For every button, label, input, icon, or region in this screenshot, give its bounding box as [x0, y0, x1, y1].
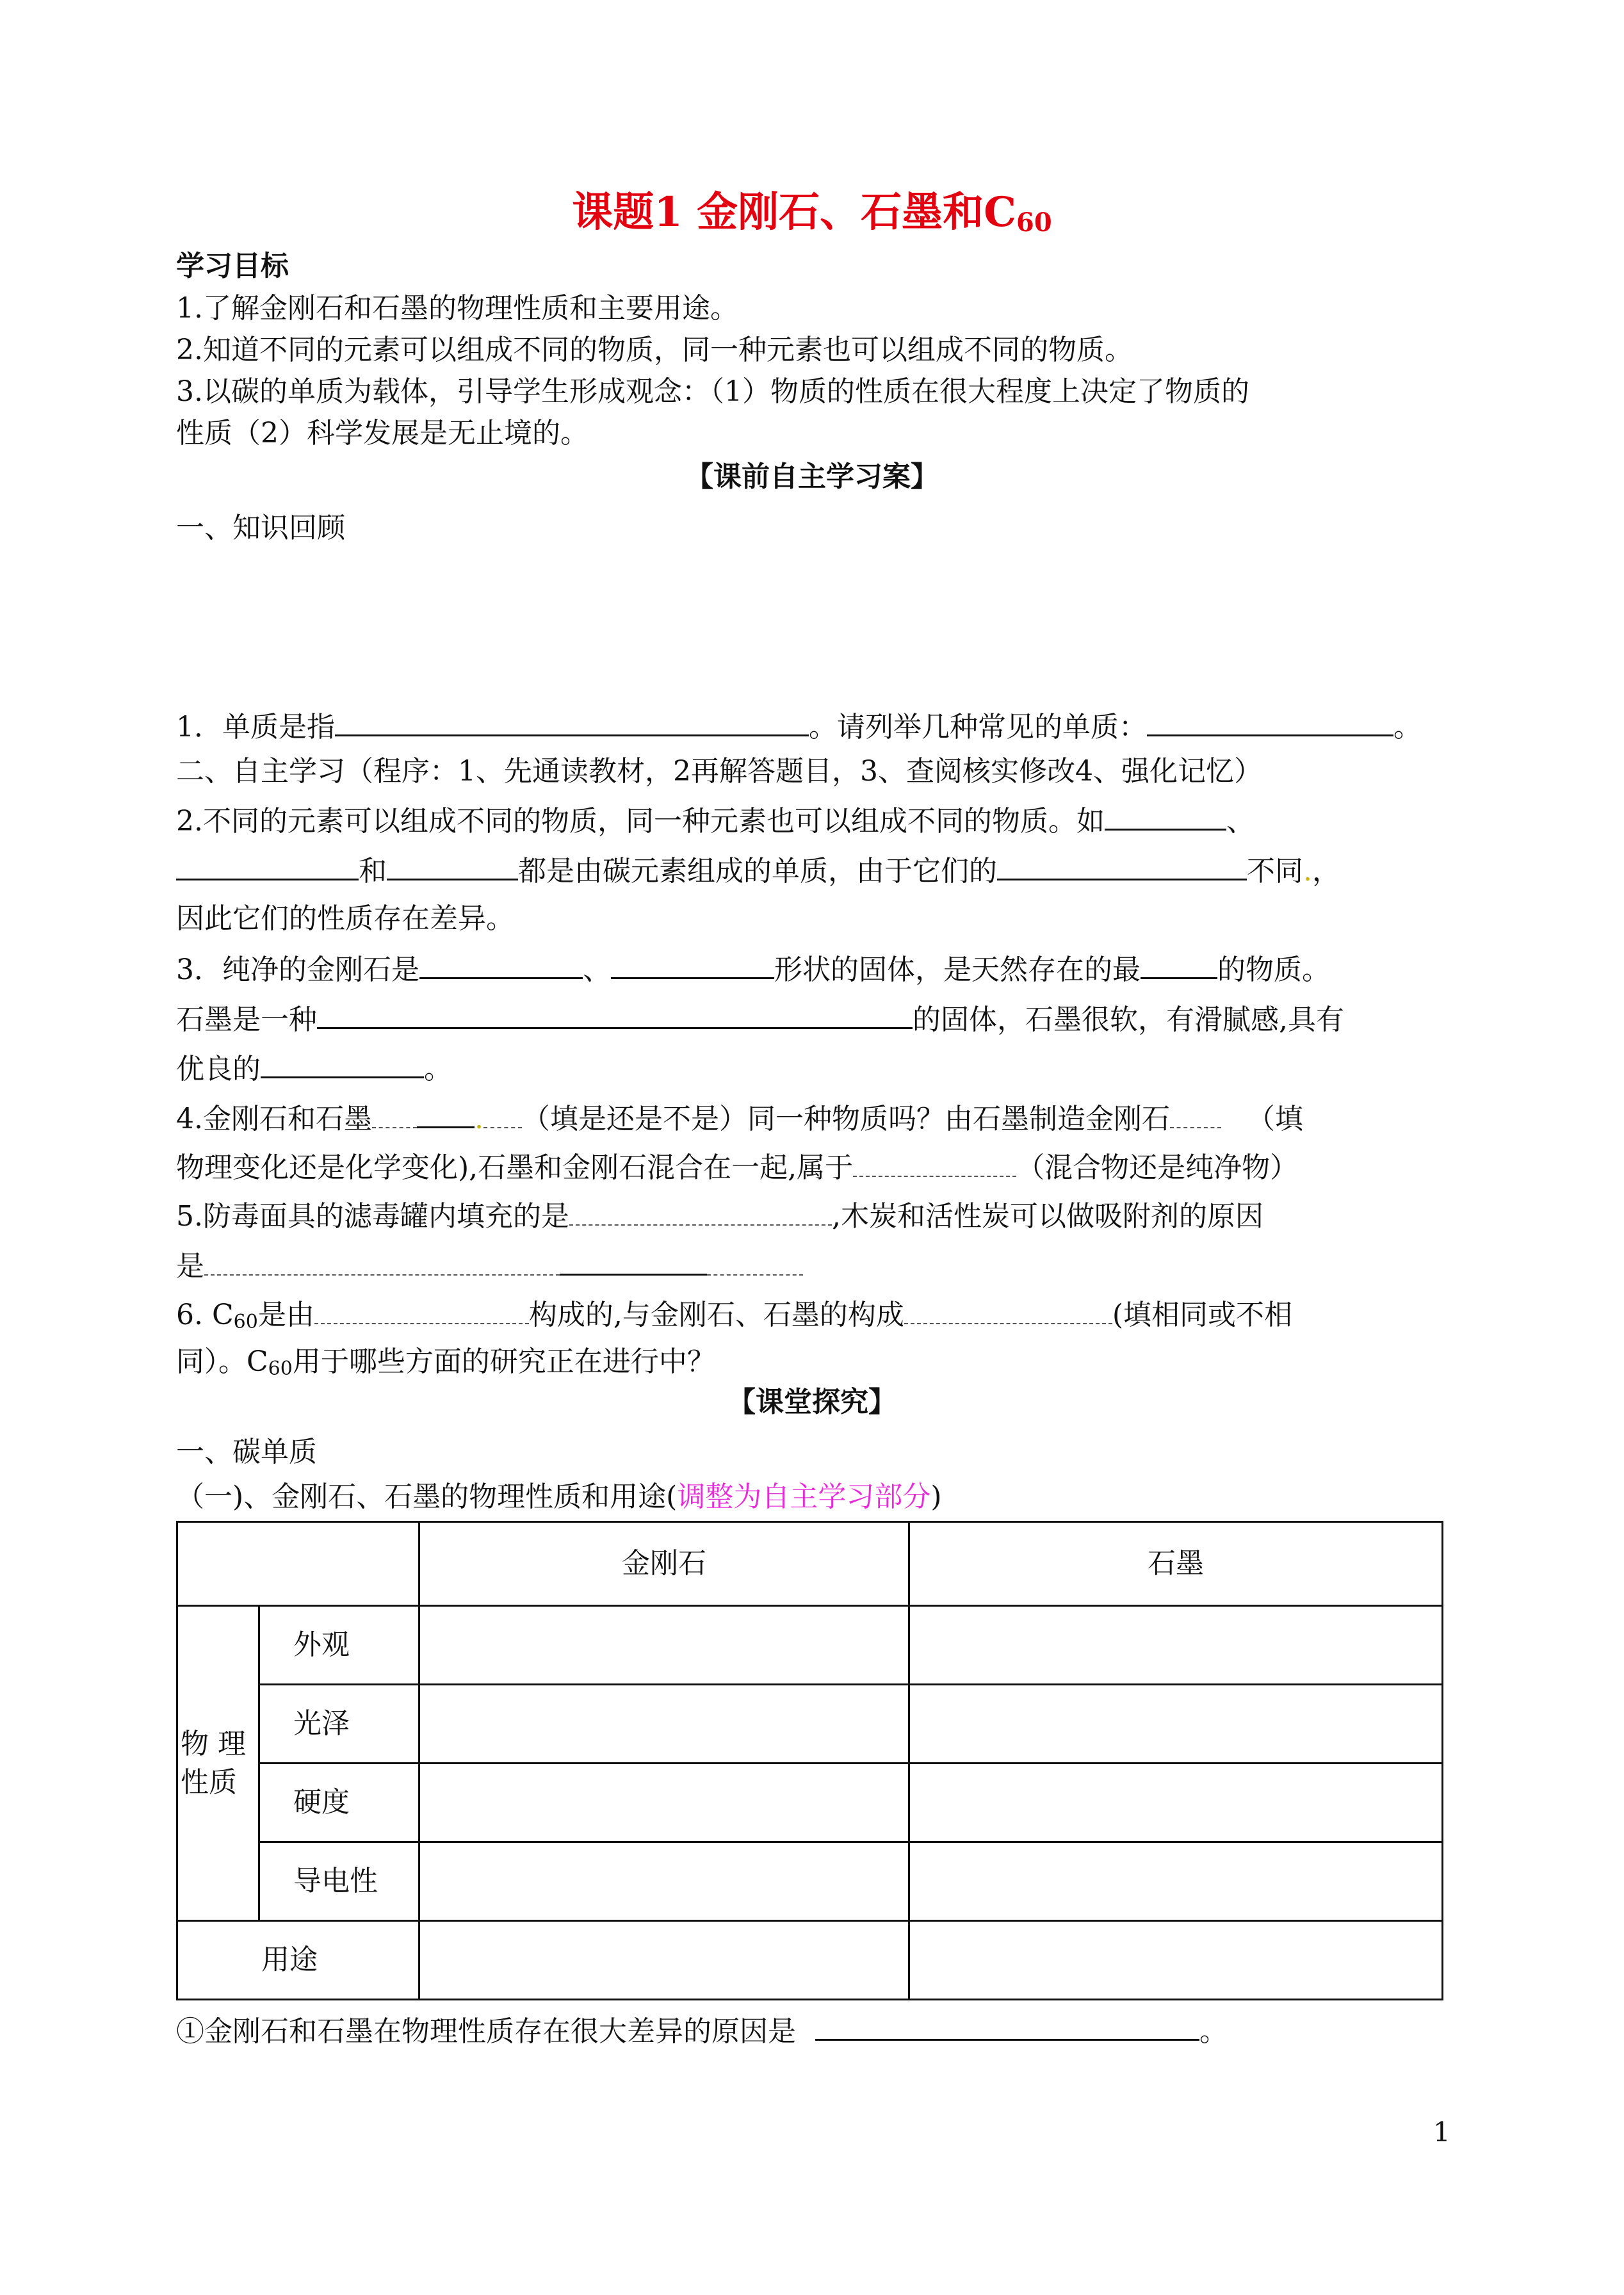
question-4-line2: 物理变化还是化学变化),石墨和金刚石混合在一起,属于 （混合物还是纯净物） — [176, 1148, 1298, 1187]
blank[interactable] — [1141, 949, 1217, 979]
blank[interactable] — [1170, 1099, 1221, 1128]
blank[interactable] — [419, 949, 583, 979]
question-3-line1: 3．纯净的金刚石是 、 形状的固体，是天然存在的最 的物质。 — [176, 949, 1330, 989]
table-cell[interactable] — [419, 1606, 909, 1685]
row-label-hardness: 硬度 — [259, 1764, 419, 1842]
header-graphite: 石墨 — [909, 1522, 1443, 1606]
header-diamond: 金刚石 — [419, 1522, 909, 1606]
table-cell[interactable] — [909, 1842, 1443, 1921]
self-study-heading: 二、自主学习（程序：1、先通读教材，2再解答题目，3、查阅核实修改4、强化记忆） — [176, 755, 1262, 788]
objective-item: 2.知道不同的元素可以组成不同的物质，同一种元素也可以组成不同的物质。 — [176, 334, 1133, 366]
question-5-line2: 是 — [176, 1245, 803, 1286]
blank[interactable] — [904, 1295, 1112, 1324]
objective-item: 1.了解金刚石和石墨的物理性质和主要用途。 — [176, 292, 738, 325]
blank[interactable] — [1105, 800, 1226, 831]
table-cell[interactable] — [419, 1842, 909, 1921]
table-cell[interactable] — [419, 1921, 909, 2000]
question-3-line2: 石墨是一种 的固体，石墨很软，有滑腻感,具有 — [176, 999, 1344, 1039]
physical-properties-label: 物 理 性质 — [177, 1606, 259, 1921]
pre-class-heading: 【课前自主学习案】 — [685, 460, 939, 493]
diamond-graphite-heading: （一)、金刚石、石墨的物理性质和用途(调整为自主学习部分) — [176, 1480, 942, 1513]
question-4-line1: 4.金刚石和石墨 . （填是还是不是）同一种物质吗？由石墨制造金刚石 （填 — [176, 1098, 1303, 1139]
objective-item: 3.以碳的单质为载体，引导学生形成观念：（1）物质的性质在很大程度上决定了物质的 — [176, 375, 1249, 408]
carbon-elements-heading: 一、碳单质 — [176, 1436, 317, 1468]
blank[interactable] — [560, 1245, 707, 1276]
blank[interactable] — [611, 949, 774, 979]
table-cell[interactable] — [419, 1685, 909, 1764]
question-5-line1: 5.防毒面具的滤毒罐内填充的是 ,木炭和活性炭可以做吸附剂的原因 — [176, 1196, 1263, 1236]
blank[interactable] — [569, 1196, 832, 1226]
blank[interactable] — [1147, 706, 1393, 736]
page-title — [0, 187, 1624, 248]
blank[interactable] — [204, 1246, 560, 1276]
table-cell[interactable] — [909, 1606, 1443, 1685]
table-cell[interactable] — [909, 1921, 1443, 2000]
row-label-appearance: 外观 — [259, 1606, 419, 1685]
reason-question: ①金刚石和石墨在物理性质存在很大差异的原因是 。 — [176, 2011, 1228, 2051]
blank[interactable] — [853, 1148, 1016, 1177]
blank[interactable] — [707, 1246, 803, 1276]
teacher-note: 调整为自主学习部分 — [677, 1480, 931, 1513]
title-main: 课题1 金刚石、石墨和C — [572, 188, 1017, 236]
blank[interactable] — [176, 850, 359, 880]
objectives-heading: 学习目标 — [176, 250, 289, 282]
question-2-line3: 因此它们的性质存在差异。 — [176, 902, 514, 935]
row-label-conductivity: 导电性 — [259, 1842, 419, 1921]
question-6-line1: 6. $C_{60}$是由 构成的,与金刚石、石墨的构成 (填相同或不相 — [176, 1295, 1292, 1342]
blank[interactable] — [372, 1099, 417, 1128]
question-3-line3: 优良的 。 — [176, 1048, 452, 1089]
row-label-uses: 用途 — [177, 1921, 419, 2000]
question-6-line2: 同）。$C_{60}$用于哪些方面的研究正在进行中？ — [176, 1345, 715, 1380]
blank[interactable] — [261, 1048, 424, 1078]
properties-table — [176, 1521, 1443, 2000]
blank[interactable] — [387, 850, 518, 880]
title-subscript: 60 — [1016, 207, 1052, 238]
review-heading: 一、知识回顾 — [176, 512, 345, 544]
blank[interactable] — [417, 1098, 475, 1128]
blank[interactable] — [335, 706, 809, 736]
question-1: 1．单质是指 。请列举几种常见的单质： 。 — [176, 706, 1422, 747]
blank[interactable] — [317, 999, 913, 1029]
table-corner-cell — [177, 1522, 419, 1606]
classroom-heading: 【课堂探究】 — [727, 1386, 897, 1418]
question-2-line1: 2.不同的元素可以组成不同的物质，同一种元素也可以组成不同的物质。如 、 — [176, 800, 1255, 841]
table-cell[interactable] — [909, 1764, 1443, 1842]
objective-item: 性质（2）科学发展是无止境的。 — [176, 417, 589, 450]
table-cell[interactable] — [909, 1685, 1443, 1764]
page-number: 1 — [1433, 2116, 1450, 2148]
row-label-luster: 光泽 — [259, 1685, 419, 1764]
blank[interactable] — [483, 1099, 522, 1128]
table-cell[interactable] — [419, 1764, 909, 1842]
blank[interactable] — [815, 2011, 1199, 2041]
blank[interactable] — [314, 1295, 529, 1324]
blank[interactable] — [997, 850, 1247, 880]
question-2-line2: 和 都是由碳元素组成的单质，由于它们的 不同.， — [176, 850, 1340, 891]
